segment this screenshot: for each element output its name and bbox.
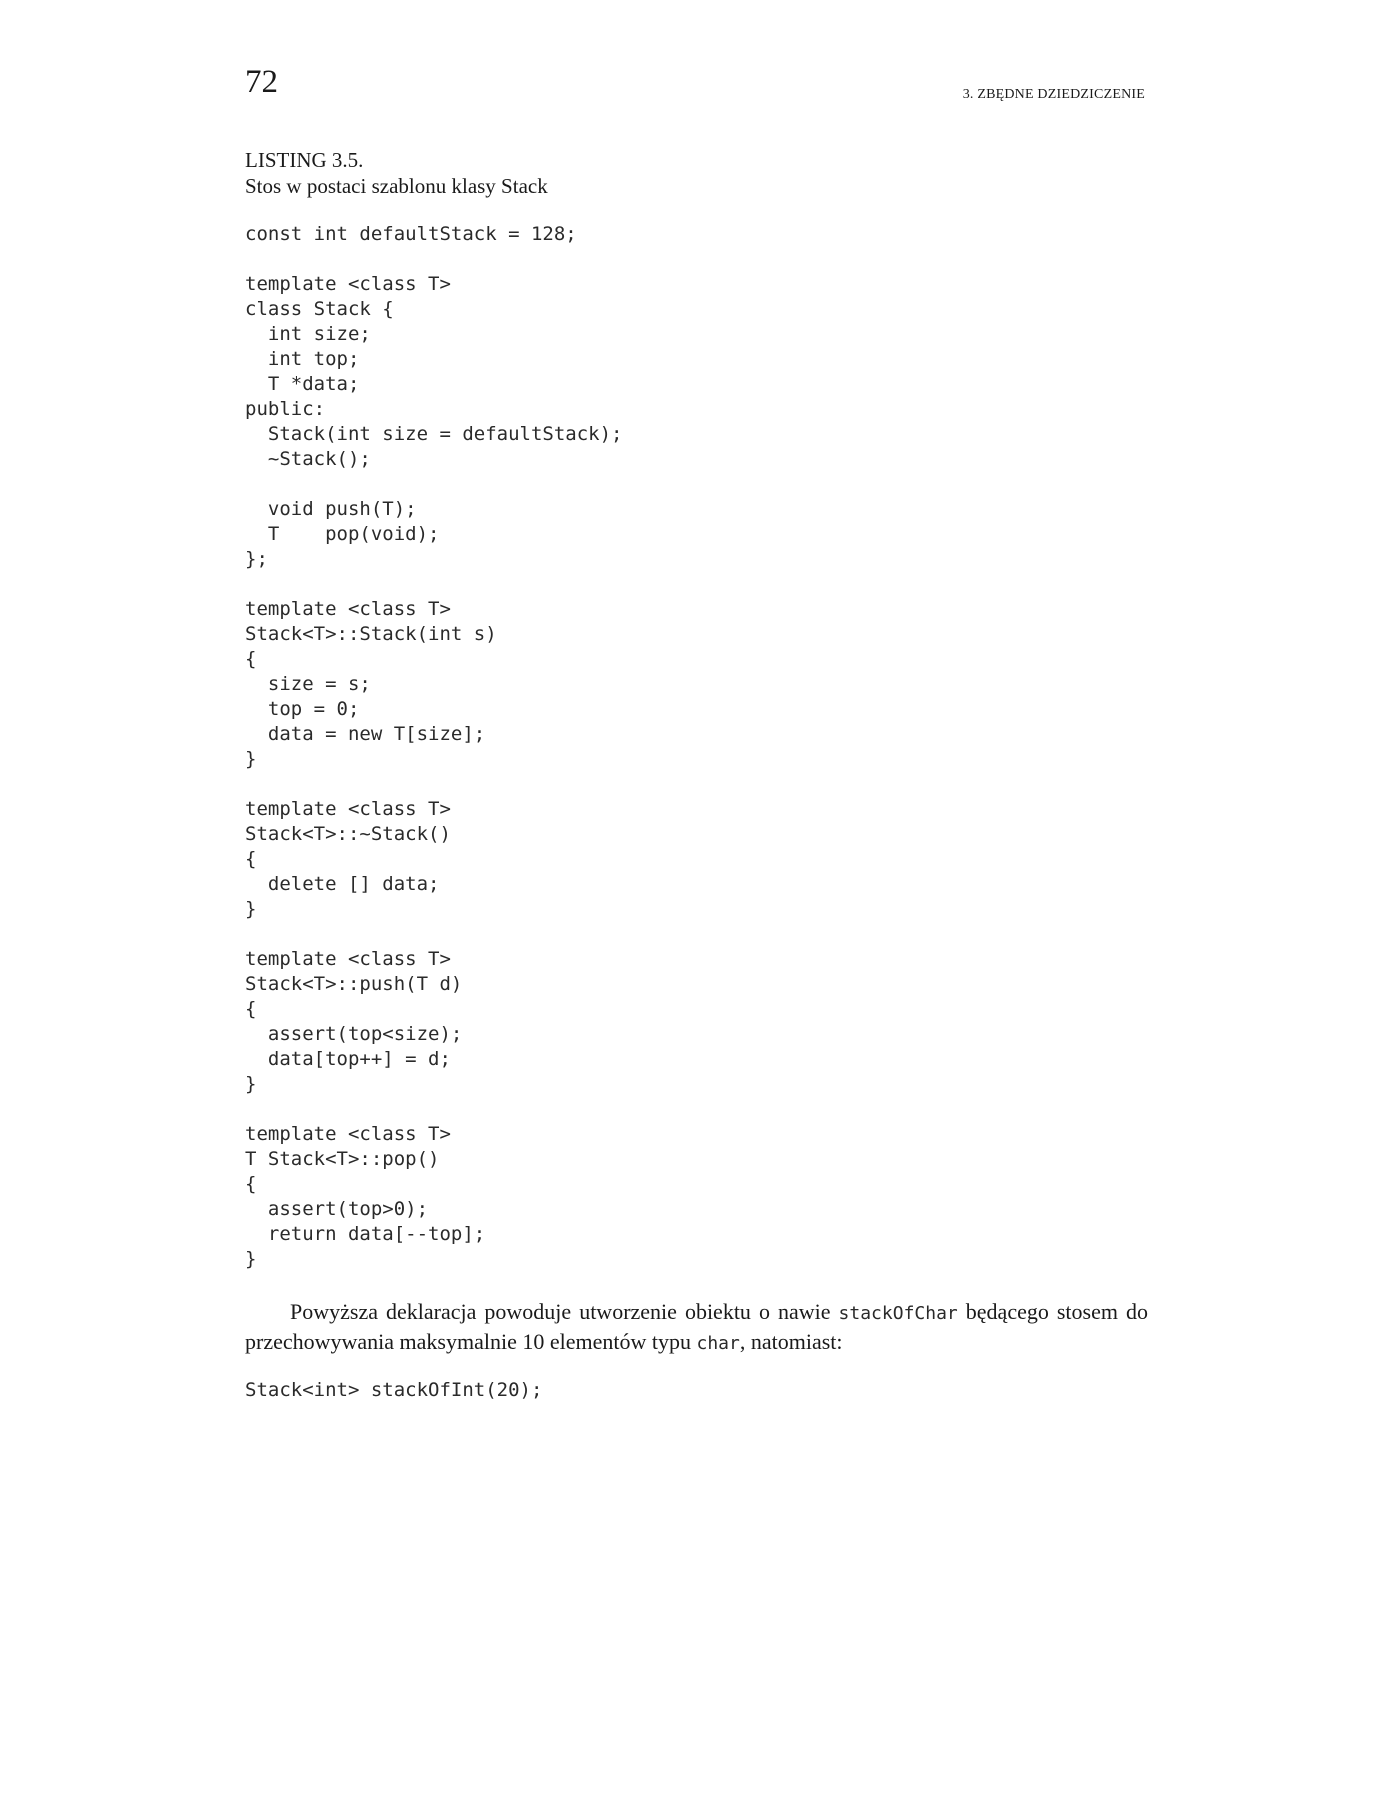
code-snippet: Stack<int> stackOfInt(20); — [245, 1379, 543, 1401]
code-line: data[top++] = d; — [245, 1048, 451, 1070]
paragraph-text: będącego stosem do przechowywania maksymalnie 10 elementów typu — [245, 1299, 1149, 1354]
code-line: Stack(int size = defaultStack); — [245, 423, 623, 445]
code-line: T Stack<T>::pop() — [245, 1148, 440, 1170]
code-line: template <class T> — [245, 798, 451, 820]
code-line: T *data; — [245, 373, 360, 395]
code-line: }; — [245, 548, 268, 570]
running-head: 3. ZBĘDNE DZIEDZICZENIE — [962, 87, 1145, 102]
code-line: assert(top>0); — [245, 1198, 429, 1220]
code-line: Stack<T>::Stack(int s) — [245, 623, 497, 645]
code-line — [245, 472, 623, 497]
code-line: Stack<T>::~Stack() — [245, 823, 451, 845]
code-line: public: — [245, 398, 326, 420]
code-line: { — [245, 1173, 257, 1195]
code-line: assert(top<size); — [245, 1023, 463, 1045]
paragraph-text: Powyższa deklaracja powoduje utworzenie obiektu o nawie — [290, 1299, 839, 1324]
code-line: ~Stack(); — [245, 448, 371, 470]
code-line: T pop(void); — [245, 523, 440, 545]
page-number: 72 — [245, 64, 278, 100]
inline-code-stackofchar: stackOfChar — [838, 1303, 958, 1324]
code-line — [245, 572, 623, 597]
code-line: delete [] data; — [245, 873, 440, 895]
code-line — [245, 922, 623, 947]
body-paragraph — [245, 1298, 1148, 1358]
code-line — [245, 247, 623, 272]
code-line: int size; — [245, 323, 371, 345]
code-line: } — [245, 898, 257, 920]
code-line: { — [245, 998, 257, 1020]
paragraph-text: , natomiast: — [739, 1329, 843, 1354]
code-line: data = new T[size]; — [245, 723, 486, 745]
code-line: } — [245, 1073, 257, 1095]
code-line: void push(T); — [245, 498, 417, 520]
code-line: template <class T> — [245, 598, 451, 620]
inline-code-char: char — [696, 1333, 740, 1354]
code-line: template <class T> — [245, 1123, 451, 1145]
code-line: size = s; — [245, 673, 371, 695]
code-line — [245, 772, 623, 797]
code-listing — [245, 222, 623, 1272]
code-line: int top; — [245, 348, 360, 370]
listing-caption: Stos w postaci szablonu klasy Stack — [245, 174, 548, 198]
code-line: { — [245, 648, 257, 670]
listing-label: LISTING 3.5. — [245, 148, 364, 172]
code-line: } — [245, 1248, 257, 1270]
code-line: top = 0; — [245, 698, 360, 720]
listing-header — [245, 147, 548, 199]
code-line: template <class T> — [245, 948, 451, 970]
code-line: Stack<T>::push(T d) — [245, 973, 463, 995]
code-line: class Stack { — [245, 298, 394, 320]
code-line — [245, 1097, 623, 1122]
code-line: } — [245, 748, 257, 770]
code-line: { — [245, 848, 257, 870]
code-line: const int defaultStack = 128; — [245, 223, 577, 245]
code-line: template <class T> — [245, 273, 451, 295]
code-line: return data[--top]; — [245, 1223, 486, 1245]
